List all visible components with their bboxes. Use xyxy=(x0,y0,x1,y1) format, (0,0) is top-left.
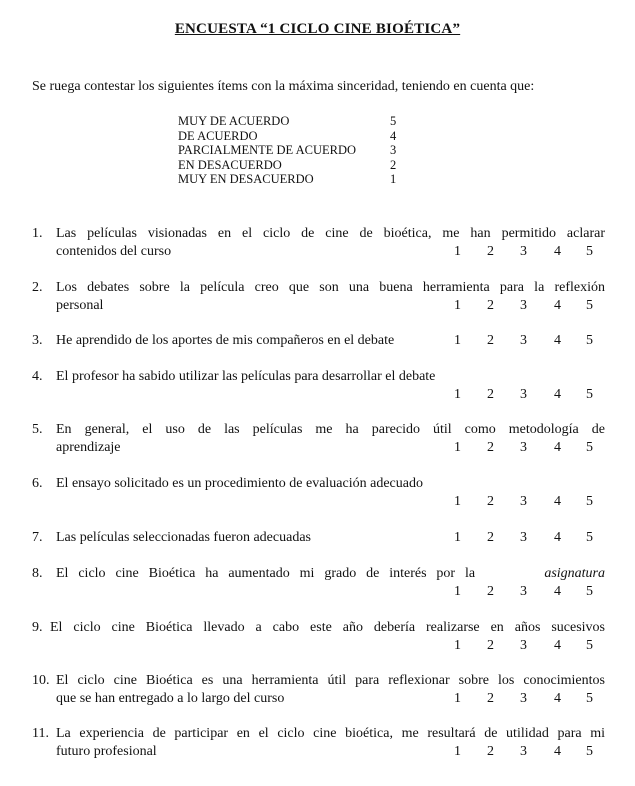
rating-option-2[interactable]: 2 xyxy=(487,530,494,545)
rating-options xyxy=(454,493,605,511)
item-number: 3. xyxy=(32,333,43,348)
item-number: 2. xyxy=(32,280,43,295)
item-text: El ciclo cine Bioética llevado a cabo este año debería realizarse en años sucesivos xyxy=(50,620,605,635)
item-text-continued: personal xyxy=(56,298,104,313)
survey-item-10 xyxy=(32,672,605,708)
rating-option-5[interactable]: 5 xyxy=(586,333,593,348)
item-number: 4. xyxy=(32,369,43,384)
rating-option-1[interactable]: 1 xyxy=(454,638,461,653)
rating-option-1[interactable]: 1 xyxy=(454,530,461,545)
rating-option-5[interactable]: 5 xyxy=(586,638,593,653)
item-text-italic: asignatura xyxy=(544,566,605,581)
survey-item-4 xyxy=(32,368,605,404)
rating-options xyxy=(454,332,605,350)
rating-option-3[interactable]: 3 xyxy=(520,494,527,509)
survey-item-2 xyxy=(32,279,605,315)
rating-options xyxy=(454,297,605,315)
survey-item-11 xyxy=(32,725,605,761)
survey-intro: Se ruega contestar los siguientes ítems con la máxima sinceridad, teniendo en cuenta que: xyxy=(32,79,535,94)
rating-option-4[interactable]: 4 xyxy=(554,744,561,759)
rating-option-1[interactable]: 1 xyxy=(454,244,461,259)
item-text: He aprendido de los aportes de mis compañeros en el debate xyxy=(56,333,395,348)
rating-option-1[interactable]: 1 xyxy=(454,691,461,706)
survey-item-5 xyxy=(32,421,605,457)
rating-option-3[interactable]: 3 xyxy=(520,744,527,759)
scale-label: EN DESACUERDO xyxy=(178,157,282,172)
rating-option-4[interactable]: 4 xyxy=(554,333,561,348)
item-number: 11. xyxy=(32,726,49,741)
scale-label: MUY DE ACUERDO xyxy=(178,114,290,128)
item-number: 8. xyxy=(32,566,43,581)
item-number: 1. xyxy=(32,226,43,241)
rating-option-4[interactable]: 4 xyxy=(554,387,561,402)
rating-option-1[interactable]: 1 xyxy=(454,333,461,348)
rating-option-3[interactable]: 3 xyxy=(520,387,527,402)
rating-option-3[interactable]: 3 xyxy=(520,638,527,653)
item-text: El ciclo cine Bioética es una herramienta útil para reflexionar sobre los conocimientos xyxy=(56,673,605,688)
item-text-continued: que se han entregado a lo largo del curso xyxy=(56,691,285,706)
rating-option-4[interactable]: 4 xyxy=(554,584,561,599)
scale-row xyxy=(178,158,408,173)
rating-option-1[interactable]: 1 xyxy=(454,440,461,455)
scale-label: DE ACUERDO xyxy=(178,128,258,143)
rating-option-3[interactable]: 3 xyxy=(520,333,527,348)
rating-option-5[interactable]: 5 xyxy=(586,298,593,313)
item-text: El ensayo solicitado es un procedimiento de evaluación adecuado xyxy=(56,476,423,491)
rating-option-4[interactable]: 4 xyxy=(554,691,561,706)
rating-option-5[interactable]: 5 xyxy=(586,691,593,706)
rating-option-2[interactable]: 2 xyxy=(487,691,494,706)
survey-title: ENCUESTA “1 CICLO CINE BIOÉTICA” xyxy=(174,21,461,37)
rating-option-3[interactable]: 3 xyxy=(520,440,527,455)
item-text: El profesor ha sabido utilizar las películas para desarrollar el debate xyxy=(56,369,436,384)
rating-options xyxy=(454,529,605,547)
scale-label: PARCIALMENTE DE ACUERDO xyxy=(178,143,357,158)
rating-option-4[interactable]: 4 xyxy=(554,494,561,509)
rating-options xyxy=(454,439,605,457)
survey-item-3 xyxy=(32,332,605,350)
rating-option-2[interactable]: 2 xyxy=(487,744,494,759)
rating-option-1[interactable]: 1 xyxy=(454,387,461,402)
item-text: Las películas visionadas en el ciclo de cine de bioética, me han permitido aclarar xyxy=(56,226,605,241)
rating-option-1[interactable]: 1 xyxy=(454,584,461,599)
scale-value: 2 xyxy=(390,157,397,172)
item-text-continued: contenidos del curso xyxy=(56,244,172,259)
rating-options xyxy=(454,637,605,655)
rating-option-3[interactable]: 3 xyxy=(520,691,527,706)
rating-option-2[interactable]: 2 xyxy=(487,333,494,348)
item-number: 7. xyxy=(32,530,43,545)
rating-options xyxy=(454,386,605,404)
survey-item-1 xyxy=(32,225,605,261)
rating-option-3[interactable]: 3 xyxy=(520,584,527,599)
rating-option-2[interactable]: 2 xyxy=(487,584,494,599)
rating-scale-legend xyxy=(178,114,408,187)
scale-row xyxy=(178,114,408,129)
rating-option-3[interactable]: 3 xyxy=(520,530,527,545)
rating-option-5[interactable]: 5 xyxy=(586,387,593,402)
rating-option-5[interactable]: 5 xyxy=(586,244,593,259)
item-number: 10. xyxy=(32,673,50,688)
item-text: Los debates sobre la película creo que son una buena herramienta para la reflexión xyxy=(56,280,605,295)
item-number: 9. xyxy=(32,620,43,635)
rating-option-5[interactable]: 5 xyxy=(586,530,593,545)
rating-option-2[interactable]: 2 xyxy=(487,244,494,259)
rating-option-1[interactable]: 1 xyxy=(454,744,461,759)
scale-row xyxy=(178,129,408,144)
scale-row xyxy=(178,143,408,158)
scale-value: 3 xyxy=(390,143,397,158)
rating-option-2[interactable]: 2 xyxy=(487,298,494,313)
scale-row xyxy=(178,172,408,187)
rating-option-5[interactable]: 5 xyxy=(586,584,593,599)
rating-option-1[interactable]: 1 xyxy=(454,298,461,313)
item-number: 5. xyxy=(32,422,43,437)
rating-option-4[interactable]: 4 xyxy=(554,440,561,455)
rating-option-2[interactable]: 2 xyxy=(487,440,494,455)
item-text: El ciclo cine Bioética ha aumentado mi grado de interés por la xyxy=(56,566,476,581)
rating-option-3[interactable]: 3 xyxy=(520,244,527,259)
item-number: 6. xyxy=(32,476,43,491)
rating-option-4[interactable]: 4 xyxy=(554,530,561,545)
rating-option-1[interactable]: 1 xyxy=(454,494,461,509)
rating-option-5[interactable]: 5 xyxy=(586,744,593,759)
rating-option-2[interactable]: 2 xyxy=(487,387,494,402)
item-text: En general, el uso de las películas me ha parecido útil como metodología de xyxy=(56,422,605,437)
item-text-continued: futuro profesional xyxy=(56,744,157,759)
rating-options xyxy=(454,743,605,761)
survey-item-6 xyxy=(32,475,605,511)
rating-option-4[interactable]: 4 xyxy=(554,638,561,653)
rating-option-3[interactable]: 3 xyxy=(520,298,527,313)
rating-options xyxy=(454,690,605,708)
scale-value: 5 xyxy=(390,114,397,128)
rating-option-5[interactable]: 5 xyxy=(586,440,593,455)
rating-option-2[interactable]: 2 xyxy=(487,638,494,653)
rating-options xyxy=(454,243,605,261)
rating-option-4[interactable]: 4 xyxy=(554,298,561,313)
scale-value: 4 xyxy=(390,128,397,143)
rating-option-5[interactable]: 5 xyxy=(586,494,593,509)
item-text: La experiencia de participar en el ciclo cine bioética, me resultará de utilidad para mi xyxy=(56,726,605,741)
item-text: Las películas seleccionadas fueron adecuadas xyxy=(56,530,311,545)
scale-value: 1 xyxy=(390,172,397,187)
rating-option-2[interactable]: 2 xyxy=(487,494,494,509)
survey-item-7 xyxy=(32,529,605,547)
survey-item-8 xyxy=(32,565,605,601)
rating-option-4[interactable]: 4 xyxy=(554,244,561,259)
rating-options xyxy=(454,583,605,601)
survey-item-9 xyxy=(32,619,605,655)
item-text-continued: aprendizaje xyxy=(56,440,121,455)
scale-label: MUY EN DESACUERDO xyxy=(178,172,314,187)
